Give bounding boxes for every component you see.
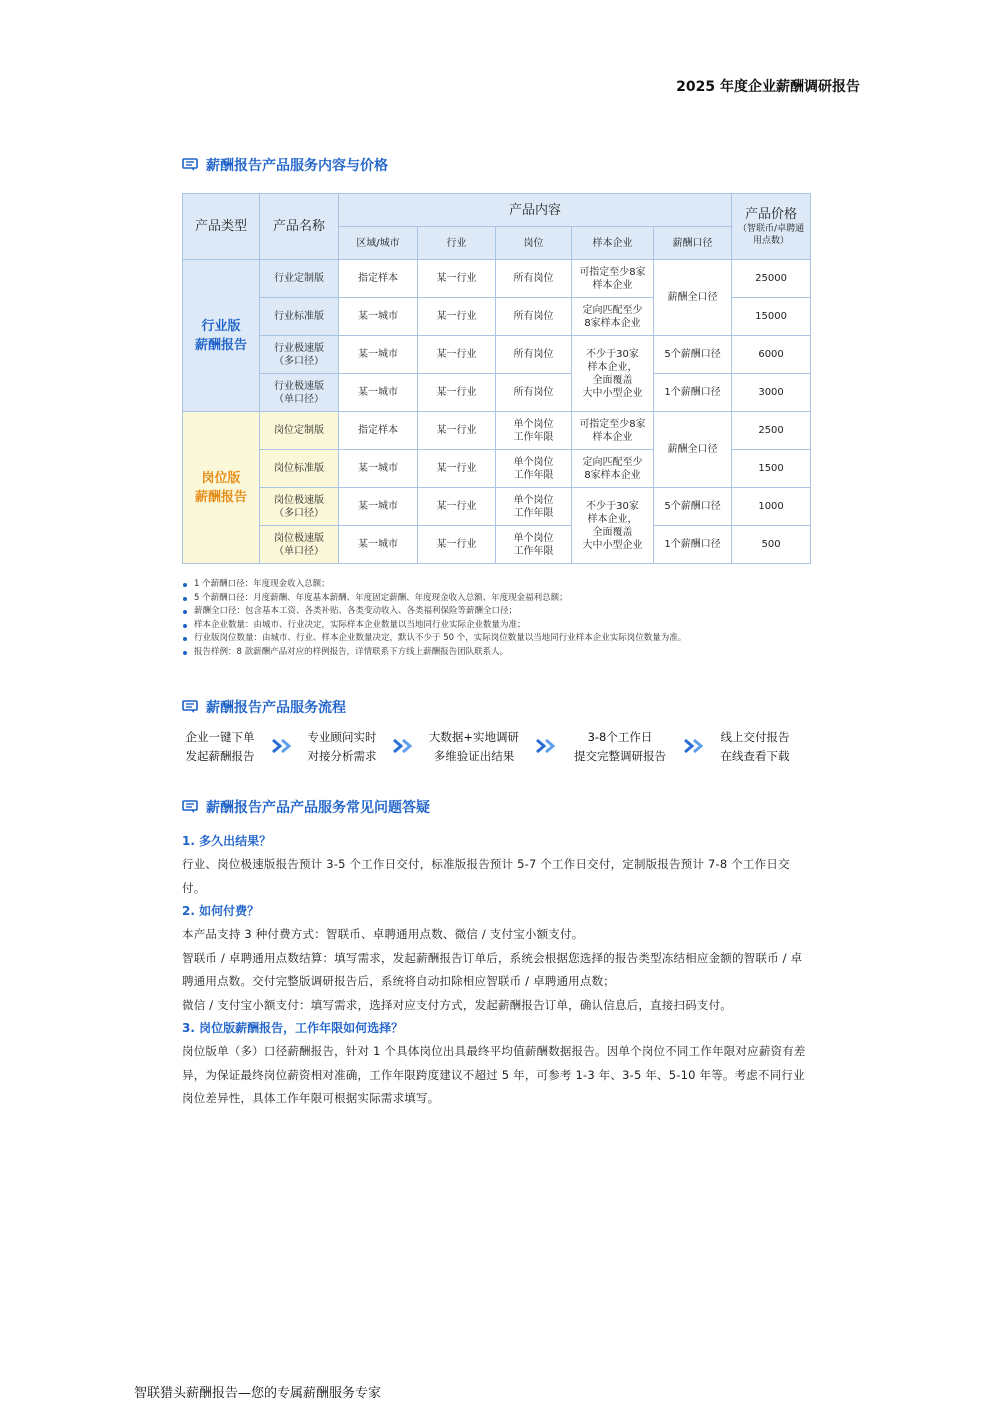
header-content: 产品内容 [339, 194, 732, 227]
cell-region: 指定样本 [339, 260, 418, 298]
cell-industry: 某一行业 [418, 488, 496, 526]
cell-sample: 定向匹配至少 8家样本企业 [572, 298, 654, 336]
cell-industry: 某一行业 [418, 298, 496, 336]
faq-answer: 智联币 / 卓聘通用点数结算：填写需求，发起薪酬报告订单后，系统会根据您选择的报告类型冻结相应金额的智联币 / 卓聘通用点数。交付完整版调研报告后，系统将自动扣除相应智联币 / 卓聘通用点数； [182, 950, 803, 988]
cell-position: 单个岗位 工作年限 [496, 488, 572, 526]
cell-region: 某一城市 [339, 336, 418, 374]
section-heading-price [182, 155, 388, 175]
product-name: 岗位极速版 （多口径） [260, 488, 339, 526]
service-flow [182, 728, 812, 768]
cell-position: 单个岗位 工作年限 [496, 450, 572, 488]
header-caliber: 薪酬口径 [654, 227, 732, 260]
double-chevron-right-icon [535, 738, 557, 754]
cell-price: 1500 [732, 450, 811, 488]
cell-caliber: 1个薪酬口径 [654, 374, 732, 412]
cell-caliber: 1个薪酬口径 [654, 526, 732, 564]
flow-step-3: 大数据+实地调研 多维验证出结果 [428, 730, 520, 763]
cell-sample: 可指定至少8家 样本企业 [572, 412, 654, 450]
header-sample: 样本企业 [572, 227, 654, 260]
flow-step-1: 企业一键下单 发起薪酬报告 [185, 730, 255, 763]
faq-question: 2. 如何付费？ [182, 904, 260, 918]
cell-region: 指定样本 [339, 412, 418, 450]
header-type: 产品类型 [183, 194, 260, 260]
double-chevron-right-icon [271, 738, 293, 754]
cell-region: 某一城市 [339, 526, 418, 564]
table-row [183, 374, 811, 412]
header-price-title: 产品价格 [745, 207, 798, 222]
faq-list [182, 830, 812, 1111]
double-chevron-right-icon [683, 738, 705, 754]
cell-position: 所有岗位 [496, 336, 572, 374]
note-item: 5 个薪酬口径：月度薪酬、年度基本薪酬、年度固定薪酬、年度现金收入总额、年度现金福利总额； [182, 592, 810, 606]
cell-position: 所有岗位 [496, 298, 572, 336]
cell-price: 1000 [732, 488, 811, 526]
product-name: 行业极速版 （单口径） [260, 374, 339, 412]
header-price-unit: （智联币/卓聘通用点数） [738, 224, 805, 246]
cell-caliber: 5个薪酬口径 [654, 488, 732, 526]
product-name: 岗位极速版 （单口径） [260, 526, 339, 564]
cell-price: 3000 [732, 374, 811, 412]
price-table [182, 193, 811, 564]
cell-price: 25000 [732, 260, 811, 298]
flow-step-5: 线上交付报告 在线查看下载 [720, 730, 790, 763]
cell-region: 某一城市 [339, 374, 418, 412]
section-title: 薪酬报告产品产品服务常见问题答疑 [206, 800, 430, 816]
faq-question: 1. 多久出结果？ [182, 834, 272, 848]
category-position: 岗位版 薪酬报告 [183, 412, 260, 564]
section-title: 薪酬报告产品服务内容与价格 [206, 158, 388, 174]
section-title: 薪酬报告产品服务流程 [206, 700, 346, 716]
cell-price: 2500 [732, 412, 811, 450]
note-item: 薪酬全口径：包含基本工资、各类补贴、各类变动收入、各类福利保险等薪酬全口径； [182, 605, 810, 619]
section-heading-flow [182, 697, 346, 717]
cell-industry: 某一行业 [418, 374, 496, 412]
cell-sample: 不少于30家 样本企业， 全面覆盖 大中小型企业 [572, 336, 654, 412]
cell-caliber: 5个薪酬口径 [654, 336, 732, 374]
cell-price: 15000 [732, 298, 811, 336]
cell-industry: 某一行业 [418, 450, 496, 488]
cell-price: 6000 [732, 336, 811, 374]
category-industry: 行业版 薪酬报告 [183, 260, 260, 412]
chat-doc-icon [182, 158, 198, 172]
header-name: 产品名称 [260, 194, 339, 260]
cell-position: 所有岗位 [496, 374, 572, 412]
cell-caliber: 薪酬全口径 [654, 260, 732, 336]
notes-list [182, 578, 810, 659]
table-row [183, 488, 811, 526]
product-name: 岗位定制版 [260, 412, 339, 450]
header-price [732, 194, 811, 260]
chat-doc-icon [182, 700, 198, 714]
cell-sample: 可指定至少8家 样本企业 [572, 260, 654, 298]
cell-position: 单个岗位 工作年限 [496, 412, 572, 450]
chat-doc-icon [182, 800, 198, 814]
flow-step-2: 专业顾问实时 对接分析需求 [307, 730, 377, 763]
faq-answer: 本产品支持 3 种付费方式：智联币、卓聘通用点数、微信 / 支付宝小额支付。 [182, 927, 584, 941]
table-row [183, 336, 811, 374]
note-item: 报告样例：8 款薪酬产品对应的样例报告，详情联系下方线上薪酬报告团队联系人。 [182, 646, 810, 660]
cell-sample: 定向匹配至少 8家样本企业 [572, 450, 654, 488]
product-name: 行业标准版 [260, 298, 339, 336]
product-name: 行业定制版 [260, 260, 339, 298]
header-industry: 行业 [418, 227, 496, 260]
table-row [183, 526, 811, 564]
note-item: 样本企业数量：由城市、行业决定，实际样本企业数量以当地同行业实际企业数量为准； [182, 619, 810, 633]
double-chevron-right-icon [392, 738, 414, 754]
faq-answer: 岗位版单（多）口径薪酬报告，针对 1 个具体岗位出具最终平均值薪酬数据报告。因单个岗位不同工作年限对应薪资有差异，为保证最终岗位薪资相对准确，工作年限跨度建议不超过 5 年，可参考 1-3 年、3-5 年、5-10 年等。考虑不同行业岗位差异性，具体工作年限可根据实际需求填写。 [182, 1044, 806, 1105]
cell-industry: 某一行业 [418, 260, 496, 298]
faq-answer: 行业、岗位极速版报告预计 3-5 个工作日交付，标准版报告预计 5-7 个工作日交付，定制版报告预计 7-8 个工作日交付。 [182, 857, 790, 895]
flow-step-4: 3-8个工作日 提交完整调研报告 [574, 730, 666, 763]
cell-industry: 某一行业 [418, 526, 496, 564]
cell-region: 某一城市 [339, 488, 418, 526]
product-name: 岗位标准版 [260, 450, 339, 488]
cell-region: 某一城市 [339, 298, 418, 336]
table-row [183, 260, 811, 298]
cell-region: 某一城市 [339, 450, 418, 488]
table-row [183, 412, 811, 450]
note-item: 1 个薪酬口径：年度现金收入总额； [182, 578, 810, 592]
cell-industry: 某一行业 [418, 412, 496, 450]
cell-position: 单个岗位 工作年限 [496, 526, 572, 564]
note-item: 行业版岗位数量：由城市、行业、样本企业数量决定，默认不少于 50 个，实际岗位数量以当地同行业样本企业实际岗位数量为准。 [182, 632, 810, 646]
cell-price: 500 [732, 526, 811, 564]
cell-caliber: 薪酬全口径 [654, 412, 732, 488]
page-header-title: 2025 年度企业薪酬调研报告 [676, 79, 860, 95]
product-name: 行业极速版 （多口径） [260, 336, 339, 374]
cell-industry: 某一行业 [418, 336, 496, 374]
section-heading-faq [182, 797, 430, 817]
header-region: 区域/城市 [339, 227, 418, 260]
page-footer: 智联猎头薪酬报告—您的专属薪酬服务专家 [134, 1386, 382, 1401]
faq-answer: 微信 / 支付宝小额支付：填写需求，选择对应支付方式，发起薪酬报告订单，确认信息后，直接扫码支付。 [182, 997, 732, 1012]
cell-position: 所有岗位 [496, 260, 572, 298]
cell-sample: 不少于30家 样本企业， 全面覆盖 大中小型企业 [572, 488, 654, 564]
faq-question: 3. 岗位版薪酬报告，工作年限如何选择？ [182, 1021, 404, 1035]
header-position: 岗位 [496, 227, 572, 260]
